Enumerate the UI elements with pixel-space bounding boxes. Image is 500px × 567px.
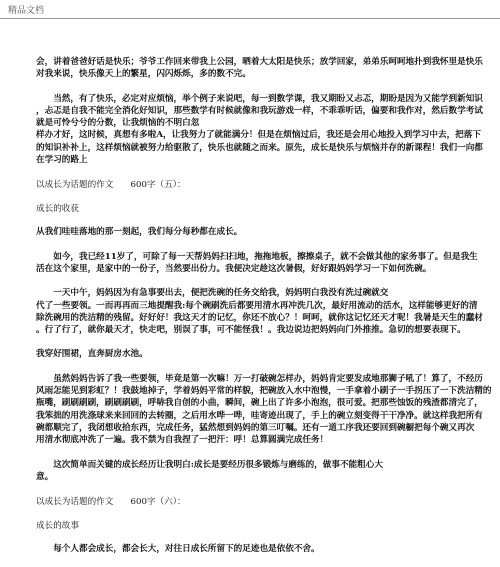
paragraph	[36, 226, 466, 238]
essay-title: 成长的收获	[36, 204, 79, 215]
text-line: 就是可怜兮兮的分数，让我烦恼的不明白忽	[36, 118, 200, 129]
text-line: 。行了行了，就你最天才，快走吧，别误了事，可不能怪我！。我边说边把妈妈向门外推推。急切的想要表现下。	[36, 325, 466, 336]
text-line: 活在这个家里，是家中的一份子，当然要出份力。我便决定趁这次暑假，好好跟妈妈学习一下如何洗碗。	[36, 263, 432, 274]
paragraph	[36, 56, 483, 81]
text-line: ，忐忑是自我不能完全消化好知识，那些数学有时候就像和我玩游戏一样，不乖乖听话，偏要和我作对，然后数学考试	[36, 105, 483, 116]
paragraph	[36, 373, 492, 447]
paragraph	[36, 287, 483, 336]
text-line: 每个人都会成长，都会长大，对往日成长所留下的足迹也是依依不舍。	[36, 544, 320, 555]
text-line: 如今，我已经11岁了，可除了每一天帮妈妈扫扫地，拖拖地板，擦擦桌子，就不会做其他的家务事了。但是我生	[36, 251, 478, 262]
paragraph	[36, 543, 466, 555]
text-line: 对我来说，快乐像天上的繁星，闪闪烁烁，多的数不完。	[36, 69, 251, 80]
text-line: 意。	[36, 471, 54, 482]
text-line: 会，讲着爸爸好话是快乐；爷爷工作回来带我上公园，晒着大太阳是快乐；放学回家，弟弟乐呵呵地扑到我怀里是快乐	[36, 57, 483, 67]
text-line: 风雨怎能见到彩虹？！我鼓地掉子，学着妈妈平常的样貌，把碗放入水中泡慢，一手拿着小刷子一手拐压了一下洗洁精的	[36, 386, 492, 397]
header-title: 精品文档	[8, 6, 45, 16]
paragraph	[36, 348, 466, 360]
essay-title: 成长的故事	[36, 521, 79, 532]
text-line: 碗都顺完了，我闭想收拾东西，完成任务，猛然想到妈妈的第三叮嘱。还有一道工序我还要回到碗橱把每个碗又再次	[36, 422, 475, 433]
text-line: 我笨拙的用洗涤球来来回回的去转圈，之后用水哗一哗，哇寄迹出现了，手上的碗立刻变得干干净净。就这样我把所有	[36, 410, 483, 421]
text-line: 除洗碗用的洗洁精的残留。好好好！我这天才的记忆，你还不放心？！呵呵，就你这记忆还天才呢！我暑是天生的蠢材	[36, 312, 483, 323]
paragraph	[36, 251, 478, 276]
text-line: 样办才好，这时候，真想有多啦A，让我努力了就能满分！但是在烦恼过后，我还是会用心地投入到学习中去，把落下	[36, 130, 481, 141]
document-body	[36, 56, 492, 567]
text-line: 在学习的路上	[36, 155, 88, 166]
text-line: 我穿好围裙，直奔厨房水池。	[36, 349, 148, 360]
text-line: 用清水彻底冲洗了一遍。我不禁为自我捏了一把汗：呼！总算圆满完成任务！	[36, 435, 329, 446]
header-divider	[0, 18, 500, 19]
section-heading: 以成长为话题的作文 600字（六）：	[36, 497, 186, 508]
text-line: 的知识补补上，这样烦恼就被努力给驱散了，快乐也就随之而来。原先，成长是快乐与烦恼并存的新课程！我们一向都	[36, 142, 483, 153]
text-line: 瓶嘴，刷刷刷刷，刷刷刷刷，呼哧我自创的小曲，瞬间，碗上出了许多小泡泡，很可爱。把那些蚀饭的残渣都清完了，	[36, 398, 483, 409]
section-heading: 以成长为话题的作文 600字（五）：	[36, 180, 186, 191]
text-line: 这次简单而关键的成长经历让我明白:成长是要经历很多锻炼与磨练的，做事不能粗心大	[36, 459, 383, 470]
text-line: 代了一些要领。一而再再而三地提醒我:每个碗刷洗后都要用清水再冲洗几次，最好用流动的活水，这样能够更好的清	[36, 300, 478, 311]
text-line: 当然，有了快乐，必定对应烦恼，举个例子来说吧，每一到数学课，我又期盼又忐忑，期盼是因为又能学到新知识	[36, 93, 483, 104]
text-line: 虽然妈妈告诉了我一些要领，毕竟是第一次嘛！万一打破碗怎样办，妈妈肯定要发成地那狮子吼了！算了，不经历	[36, 373, 483, 384]
page-header	[0, 0, 500, 20]
paragraph	[36, 459, 466, 484]
text-line: 从我们哇哇落地的那一刻起，我们每分每秒都在成长。	[36, 227, 243, 238]
paragraph	[36, 93, 483, 167]
text-line: 一天中午，妈妈因为有急事要出去，便把洗碗的任务交给我，妈妈明白我没有洗过碗就交	[36, 288, 389, 299]
